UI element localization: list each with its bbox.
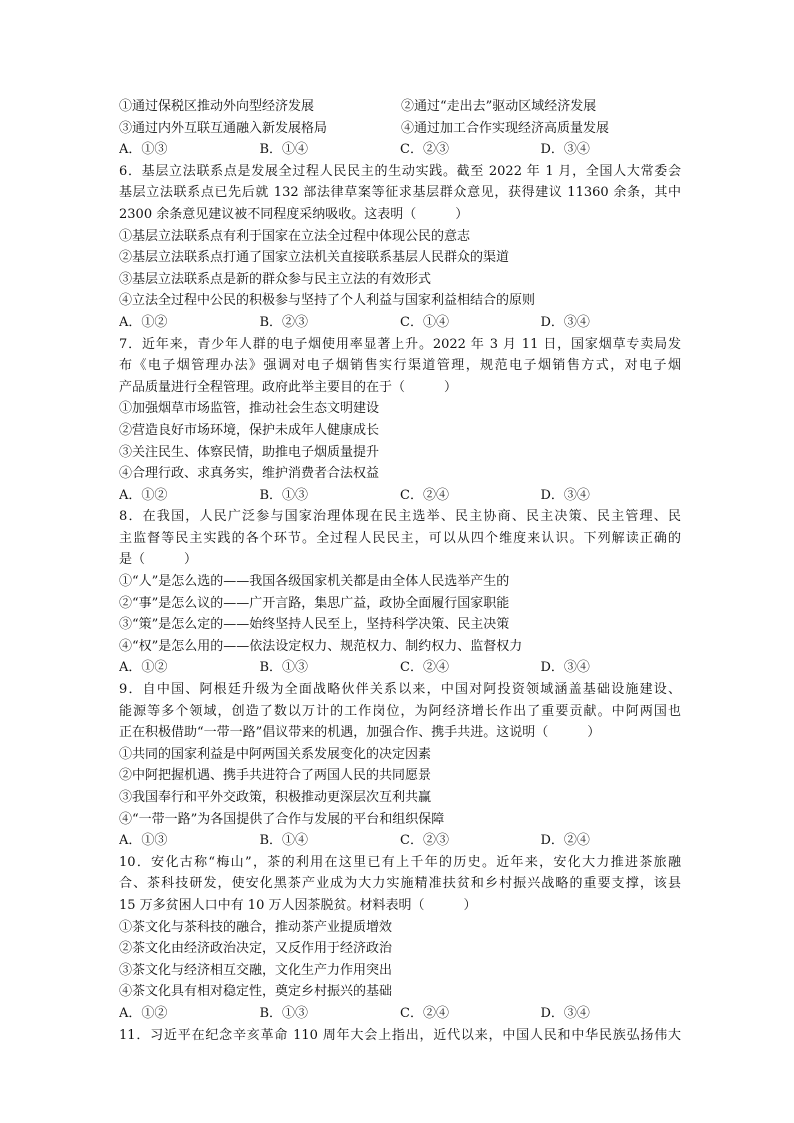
question-stem: 11．习近平在纪念辛亥革命 110 周年大会上指出，近代以来，中国人民和中华民族弘扬伟大 <box>119 1027 681 1043</box>
question-11 <box>119 1025 681 1047</box>
choice-row <box>119 96 681 118</box>
choice-item: ③茶文化与经济相互交融，文化生产力作用突出 <box>119 962 393 978</box>
choice-item: ③“策”是怎么定的——始终坚持人民至上，坚持科学决策、民主决策 <box>119 617 510 633</box>
choice-item: ④茶文化具有相对稳定性，奠定乡村振兴的基础 <box>119 984 393 1000</box>
choice-item: ②营造良好市场环境，保护未成年人健康成长 <box>119 422 380 438</box>
choice-item: ③关注民生、体察民情，助推电子烟质量提升 <box>119 444 380 460</box>
option-d: D．③④ <box>540 660 590 676</box>
answer-options <box>119 1003 681 1025</box>
answer-options <box>119 485 681 507</box>
question-stem: 布《电子烟管理办法》强调对电子烟销售实行渠道管理，规范电子烟销售方式，对电子烟 <box>119 358 681 374</box>
choice-item: ②“事”是怎么议的——广开言路，集思广益，政协全面履行国家职能 <box>119 595 510 611</box>
option-b: B．①④ <box>259 142 309 158</box>
choice-item: ④立法全过程中公民的积极参与坚持了个人利益与国家利益相结合的原则 <box>119 293 536 309</box>
option-a: A．①③ <box>119 142 168 158</box>
question-9 <box>119 679 681 852</box>
option-d: D．③④ <box>540 142 590 158</box>
choice-item: ①基层立法联系点有利于国家在立法全过程中体现公民的意志 <box>119 228 471 244</box>
option-c: C．①④ <box>400 314 449 330</box>
option-a: A．①② <box>119 487 168 503</box>
question-stem: 主监督等民主实践的各个环节。全过程人民民主，可以从四个维度来认识。下列解读正确的 <box>119 530 681 546</box>
option-d: D．③④ <box>540 1005 590 1021</box>
choice-item: ④通过加工合作实现经济高质量发展 <box>401 120 610 136</box>
answer-options <box>119 139 681 161</box>
question-stem: 是（ ） <box>119 552 198 568</box>
choice-item: ④“一带一路”为各国提供了合作与发展的平台和组织保障 <box>119 811 445 827</box>
choice-item: ④合理行政、求真务实，维护消费者合法权益 <box>119 466 380 482</box>
question-stem: 基层立法联系点已先后就 132 部法律草案等征求基层群众意见，获得建议 11360 余条，其中 <box>119 185 681 201</box>
page-content <box>119 96 681 1046</box>
question-stem: 能源等多个领域，创造了数以万计的工作岗位，为阿经济增长作出了重要贡献。中阿两国也 <box>119 703 681 719</box>
question-stem: 10．安化古称“梅山”，茶的利用在这里已有上千年的历史。近年来，安化大力推进茶旅融 <box>119 854 681 870</box>
option-b: B．①③ <box>259 487 309 503</box>
option-a: A．①② <box>119 1005 168 1021</box>
question-7 <box>119 334 681 507</box>
option-d: D．②④ <box>540 833 590 849</box>
option-d: D．③④ <box>540 487 590 503</box>
option-c: C．②④ <box>400 1005 449 1021</box>
option-a: A．①③ <box>119 833 168 849</box>
option-a: A．①② <box>119 660 168 676</box>
question-10 <box>119 852 681 1025</box>
option-c: C．②④ <box>400 487 449 503</box>
choice-item: ①茶文化与茶科技的融合，推动茶产业提质增效 <box>119 919 393 935</box>
choice-item: ③通过内外互联互通融入新发展格局 <box>119 120 328 136</box>
answer-options <box>119 830 681 852</box>
question-5-tail <box>119 96 681 161</box>
question-stem: 15 万多贫困人口中有 10 万人因茶脱贫。材料表明（ ） <box>119 897 477 913</box>
choice-item: ③基层立法联系点是新的群众参与民主立法的有效形式 <box>119 271 432 287</box>
question-6 <box>119 161 681 334</box>
option-c: C．②④ <box>400 660 449 676</box>
question-stem: 6．基层立法联系点是发展全过程人民民主的生动实践。截至 2022 年 1 月，全国人大常委会 <box>119 163 681 179</box>
choice-item: ①加强烟草市场监管，推动社会生态文明建设 <box>119 401 380 417</box>
option-c: C．②③ <box>400 142 449 158</box>
option-c: C．②③ <box>400 833 449 849</box>
question-stem: 9．自中国、阿根廷升级为全面战略伙伴关系以来，中国对阿投资领域涵盖基础设施建设、 <box>119 682 681 698</box>
choice-row <box>119 118 681 140</box>
choice-item: ④“权”是怎么用的——依法设定权力、规范权力、制约权力、监督权力 <box>119 638 523 654</box>
question-stem: 正在积极借助“一带一路”倡议带来的机遇，加强合作、携手共进。这说明（ ） <box>119 725 601 741</box>
answer-options <box>119 312 681 334</box>
question-stem: 7．近年来，青少年人群的电子烟使用率显著上升。2022 年 3 月 11 日，国家烟草专卖局发 <box>119 336 681 352</box>
choice-item: ①“人”是怎么选的——我国各级国家机关都是由全体人民选举产生的 <box>119 574 510 590</box>
choice-item: ②基层立法联系点打通了国家立法机关直接联系基层人民群众的渠道 <box>119 250 510 266</box>
choice-item: ③我国奉行和平外交政策，积极推动更深层次互利共赢 <box>119 790 432 805</box>
option-d: D．③④ <box>540 314 590 330</box>
question-stem: 8．在我国，人民广泛参与国家治理体现在民主选举、民主协商、民主决策、民主管理、民 <box>119 509 681 525</box>
question-8 <box>119 506 681 679</box>
option-b: B．①④ <box>259 833 309 849</box>
question-stem: 合、茶科技研发，使安化黑茶产业成为大力实施精准扶贫和乡村振兴战略的重要支撑，该县 <box>119 876 681 892</box>
option-a: A．①② <box>119 314 168 330</box>
choice-item: ②通过“走出去”驱动区域经济发展 <box>401 99 597 114</box>
choice-item: ②中阿把握机遇、携手共进符合了两国人民的共同愿景 <box>119 768 432 784</box>
choice-item: ①通过保税区推动外向型经济发展 <box>119 99 315 114</box>
question-stem: 产品质量进行全程管理。政府此举主要目的在于（ ） <box>119 379 458 395</box>
choice-item: ①共同的国家利益是中阿两国关系发展变化的决定因素 <box>119 746 432 762</box>
answer-options <box>119 657 681 679</box>
option-b: B．①③ <box>259 660 309 676</box>
question-stem: 2300 余条意见建议被不同程度采纳吸收。这表明（ ） <box>119 206 469 222</box>
option-b: B．①③ <box>259 1005 309 1021</box>
option-b: B．②③ <box>259 314 309 330</box>
choice-item: ②茶文化由经济政治决定，又反作用于经济政治 <box>119 941 393 957</box>
